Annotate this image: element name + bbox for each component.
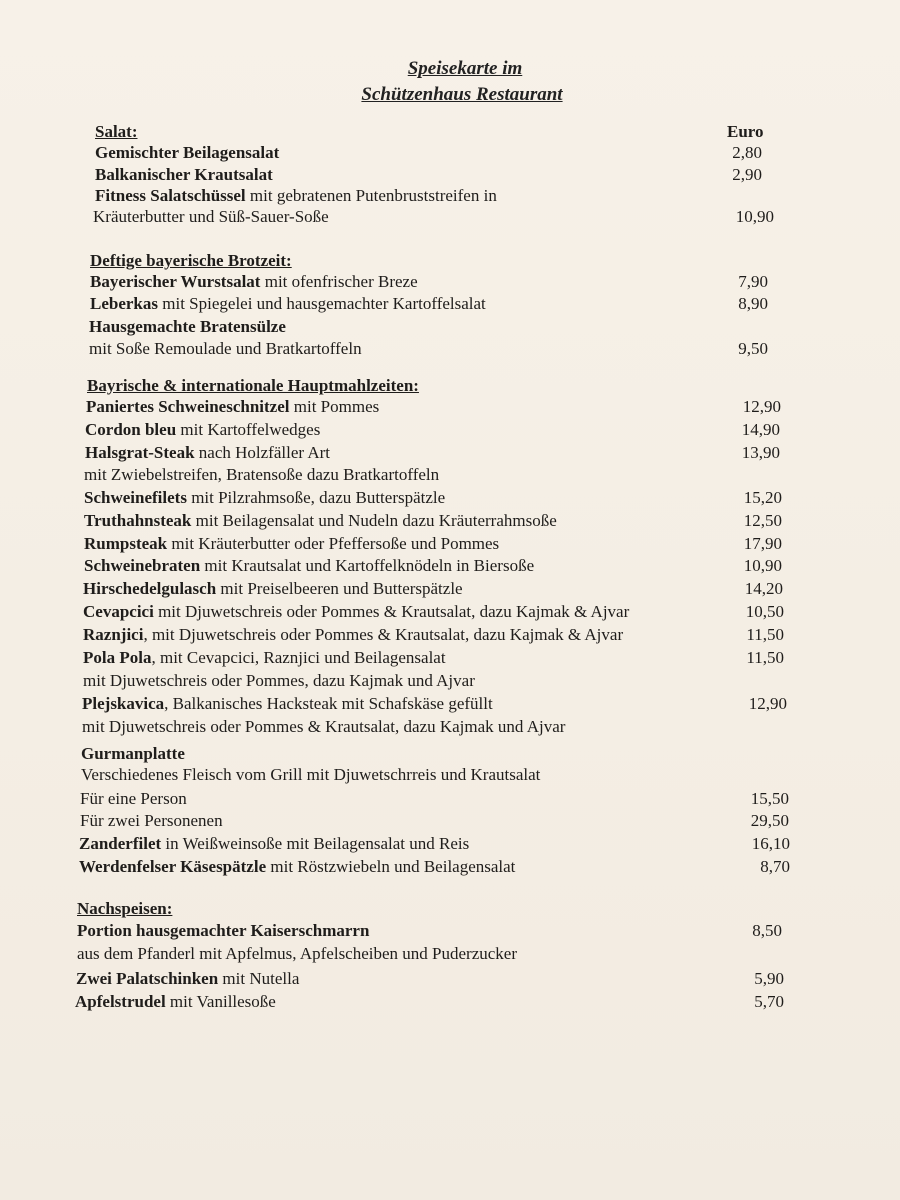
dish-price: 17,90 bbox=[743, 534, 782, 553]
menu-item-text bbox=[80, 789, 187, 809]
dish-description: Verschiedenes Fleisch vom Grill mit Djuwetschrreis und Krautsalat bbox=[81, 765, 541, 784]
menu-item-text bbox=[83, 602, 629, 622]
dish-name: Gemischter Beilagensalat bbox=[95, 143, 280, 162]
section-heading bbox=[0, 122, 900, 144]
dish-price: 2,90 bbox=[732, 165, 762, 184]
menu-item-text bbox=[90, 272, 418, 292]
dish-price: 12,90 bbox=[748, 694, 787, 713]
menu-item-text bbox=[82, 694, 493, 714]
dish-price: 16,10 bbox=[751, 834, 790, 853]
menu-item-text bbox=[84, 488, 445, 508]
dish-description: mit Nutella bbox=[218, 969, 300, 988]
menu-item bbox=[0, 317, 900, 339]
dish-description: Für eine Person bbox=[80, 789, 187, 808]
dish-name: Hausgemachte Bratensülze bbox=[89, 317, 286, 336]
menu-item bbox=[0, 420, 900, 442]
dish-name: Paniertes Schweineschnitzel bbox=[86, 397, 290, 416]
dish-price: 29,50 bbox=[750, 811, 789, 830]
menu-item-text bbox=[81, 744, 185, 764]
dish-price: 7,90 bbox=[738, 272, 768, 291]
dish-price: 8,90 bbox=[738, 294, 768, 313]
menu-item-text bbox=[83, 671, 475, 691]
menu-item-text bbox=[84, 556, 534, 576]
dish-description: mit Zwiebelstreifen, Bratensoße dazu Bratkartoffeln bbox=[84, 465, 440, 484]
menu-item bbox=[0, 294, 900, 316]
dish-description: Kräuterbutter und Süß-Sauer-Soße bbox=[93, 207, 329, 226]
menu-item-text bbox=[81, 765, 540, 785]
menu-item bbox=[0, 857, 900, 879]
dish-name: Balkanischer Krautsalat bbox=[95, 165, 273, 184]
dish-description: mit Kartoffelwedges bbox=[176, 420, 321, 439]
dish-name: Cevapcici bbox=[83, 602, 154, 621]
menu-item bbox=[0, 488, 900, 510]
dish-description: mit Pilzrahmsoße, dazu Butterspätzle bbox=[186, 488, 446, 507]
dish-name: Halsgrat-Steak bbox=[85, 443, 195, 462]
menu-item bbox=[0, 443, 900, 465]
menu-item-detail bbox=[0, 765, 900, 787]
menu-item-text bbox=[84, 465, 439, 485]
dish-name: Leberkas bbox=[90, 294, 158, 313]
dish-name: Zwei Palatschinken bbox=[76, 969, 219, 988]
menu-item-detail bbox=[0, 671, 900, 693]
menu-item-text bbox=[77, 944, 517, 964]
section-heading-text: Deftige bayerische Brotzeit: bbox=[90, 251, 292, 270]
menu-item bbox=[0, 397, 900, 419]
dish-price: 11,50 bbox=[746, 648, 784, 667]
dish-name: Raznjici bbox=[83, 625, 144, 644]
dish-description: mit ofenfrischer Breze bbox=[260, 272, 418, 291]
section-heading-text: Nachspeisen: bbox=[77, 899, 173, 918]
dish-price: 13,90 bbox=[741, 443, 780, 462]
dish-price: 10,90 bbox=[743, 556, 782, 575]
menu-item-text bbox=[89, 317, 286, 337]
menu-item bbox=[0, 186, 900, 208]
menu-item bbox=[0, 694, 900, 716]
menu-item-text bbox=[83, 579, 463, 599]
menu-item-text bbox=[77, 921, 369, 941]
dish-price: 15,20 bbox=[743, 488, 782, 507]
menu-item bbox=[0, 602, 900, 624]
menu-item-text bbox=[75, 992, 276, 1012]
dish-description: mit Beilagensalat und Nudeln dazu Kräuterrahmsoße bbox=[191, 511, 557, 530]
dish-name: Cordon bleu bbox=[85, 420, 177, 439]
menu-item bbox=[0, 165, 900, 187]
dish-description: mit Röstzwiebeln und Beilagensalat bbox=[266, 857, 516, 876]
menu-item-detail bbox=[0, 811, 900, 833]
dish-name: Truthahnsteak bbox=[84, 511, 192, 530]
menu-item-text bbox=[82, 717, 565, 737]
dish-description: aus dem Pfanderl mit Apfelmus, Apfelscheiben und Puderzucker bbox=[77, 944, 517, 963]
currency-label: Euro bbox=[727, 122, 764, 141]
menu-item-text bbox=[83, 625, 623, 645]
menu-item-text bbox=[93, 207, 329, 227]
menu-item-text bbox=[79, 857, 515, 877]
dish-name: Plejskavica bbox=[82, 694, 165, 713]
menu-item-text bbox=[95, 186, 497, 206]
menu-item bbox=[0, 579, 900, 601]
dish-description: nach Holzfäller Art bbox=[194, 443, 331, 462]
dish-name: Gurmanplatte bbox=[81, 744, 185, 763]
section-heading-text: Bayrische & internationale Hauptmahlzeiten: bbox=[87, 376, 419, 395]
dish-price: 8,50 bbox=[752, 921, 782, 940]
dish-description: in Weißweinsoße mit Beilagensalat und Reis bbox=[161, 834, 470, 853]
menu-item-text bbox=[90, 294, 486, 314]
menu-item bbox=[0, 992, 900, 1014]
menu-item bbox=[0, 534, 900, 556]
menu-item-text bbox=[85, 420, 320, 440]
menu-item-detail bbox=[0, 465, 900, 487]
section-heading bbox=[0, 899, 900, 921]
dish-name: Schweinebraten bbox=[84, 556, 201, 575]
menu-item-text bbox=[84, 511, 557, 531]
menu-item-detail bbox=[0, 789, 900, 811]
dish-description: , mit Djuwetschreis oder Pommes & Krautsalat, dazu Kajmak & Ajvar bbox=[143, 625, 624, 644]
menu-item bbox=[0, 921, 900, 943]
dish-description: mit Soße Remoulade und Bratkartoffeln bbox=[89, 339, 362, 358]
menu-item-text bbox=[84, 534, 499, 554]
menu-item-text bbox=[86, 397, 379, 417]
menu-item bbox=[0, 625, 900, 647]
dish-price: 2,80 bbox=[732, 143, 762, 162]
dish-description: mit Krautsalat und Kartoffelknödeln in Biersoße bbox=[200, 556, 535, 575]
dish-price: 5,90 bbox=[754, 969, 784, 988]
section-heading-text: Salat: bbox=[95, 122, 138, 141]
menu-item-text bbox=[95, 143, 279, 163]
dish-name: Apfelstrudel bbox=[75, 992, 166, 1011]
menu-item bbox=[0, 648, 900, 670]
dish-name: Zanderfilet bbox=[79, 834, 162, 853]
menu-item bbox=[0, 272, 900, 294]
menu-item bbox=[0, 511, 900, 533]
dish-description: mit Djuwetschreis oder Pommes & Krautsalat, dazu Kajmak und Ajvar bbox=[82, 717, 566, 736]
menu-item-text bbox=[79, 834, 469, 854]
menu-item-detail bbox=[0, 717, 900, 739]
menu-title-line-1: Speisekarte im bbox=[407, 58, 523, 79]
menu-item bbox=[0, 834, 900, 856]
dish-price: 14,90 bbox=[741, 420, 780, 439]
menu-item-detail bbox=[0, 339, 900, 361]
dish-description: mit Vanillesoße bbox=[165, 992, 276, 1011]
dish-price: 10,90 bbox=[735, 207, 774, 226]
dish-price: 5,70 bbox=[754, 992, 784, 1011]
dish-name: Pola Pola bbox=[83, 648, 152, 667]
dish-description: mit Preiselbeeren und Butterspätzle bbox=[216, 579, 463, 598]
dish-description: , Balkanisches Hacksteak mit Schafskäse gefüllt bbox=[164, 694, 493, 713]
menu-item-text bbox=[89, 339, 362, 359]
dish-price: 12,50 bbox=[743, 511, 782, 530]
dish-name: Bayerischer Wurstsalat bbox=[90, 272, 261, 291]
dish-description: mit Kräuterbutter oder Pfeffersoße und Pommes bbox=[167, 534, 500, 553]
menu-item-text bbox=[80, 811, 223, 831]
menu-item-detail bbox=[0, 944, 900, 966]
menu-item-text bbox=[85, 443, 330, 463]
dish-price: 15,50 bbox=[750, 789, 789, 808]
menu-item bbox=[0, 143, 900, 165]
section-heading bbox=[0, 376, 900, 398]
dish-name: Schweinefilets bbox=[84, 488, 187, 507]
dish-description: mit Pommes bbox=[289, 397, 380, 416]
menu-item bbox=[0, 969, 900, 991]
dish-price: 12,90 bbox=[742, 397, 781, 416]
dish-name: Werdenfelser Käsespätzle bbox=[79, 857, 267, 876]
dish-name: Fitness Salatschüssel bbox=[95, 186, 246, 205]
dish-name: Hirschedelgulasch bbox=[83, 579, 217, 598]
menu-item bbox=[0, 744, 900, 766]
dish-description: mit Spiegelei und hausgemachter Kartoffelsalat bbox=[158, 294, 486, 313]
dish-description: mit Djuwetschreis oder Pommes & Krautsalat, dazu Kajmak & Ajvar bbox=[153, 602, 630, 621]
dish-name: Portion hausgemachter Kaiserschmarrn bbox=[77, 921, 370, 940]
dish-name: Rumpsteak bbox=[84, 534, 168, 553]
menu-item-detail bbox=[0, 207, 900, 229]
section-heading bbox=[0, 251, 900, 273]
dish-price: 11,50 bbox=[746, 625, 784, 644]
dish-price: 10,50 bbox=[745, 602, 784, 621]
menu-title-line-2: Schützenhaus Restaurant bbox=[361, 84, 563, 105]
menu-item bbox=[0, 556, 900, 578]
dish-description: mit gebratenen Putenbruststreifen in bbox=[245, 186, 497, 205]
dish-description: Für zwei Personenen bbox=[80, 811, 223, 830]
menu-item-text bbox=[95, 165, 273, 185]
menu-item-text bbox=[76, 969, 299, 989]
dish-price: 9,50 bbox=[738, 339, 768, 358]
dish-description: , mit Cevapcici, Raznjici und Beilagensalat bbox=[151, 648, 446, 667]
dish-price: 14,20 bbox=[744, 579, 783, 598]
menu-item-text bbox=[83, 648, 446, 668]
dish-price: 8,70 bbox=[760, 857, 790, 876]
dish-description: mit Djuwetschreis oder Pommes, dazu Kajmak und Ajvar bbox=[83, 671, 475, 690]
